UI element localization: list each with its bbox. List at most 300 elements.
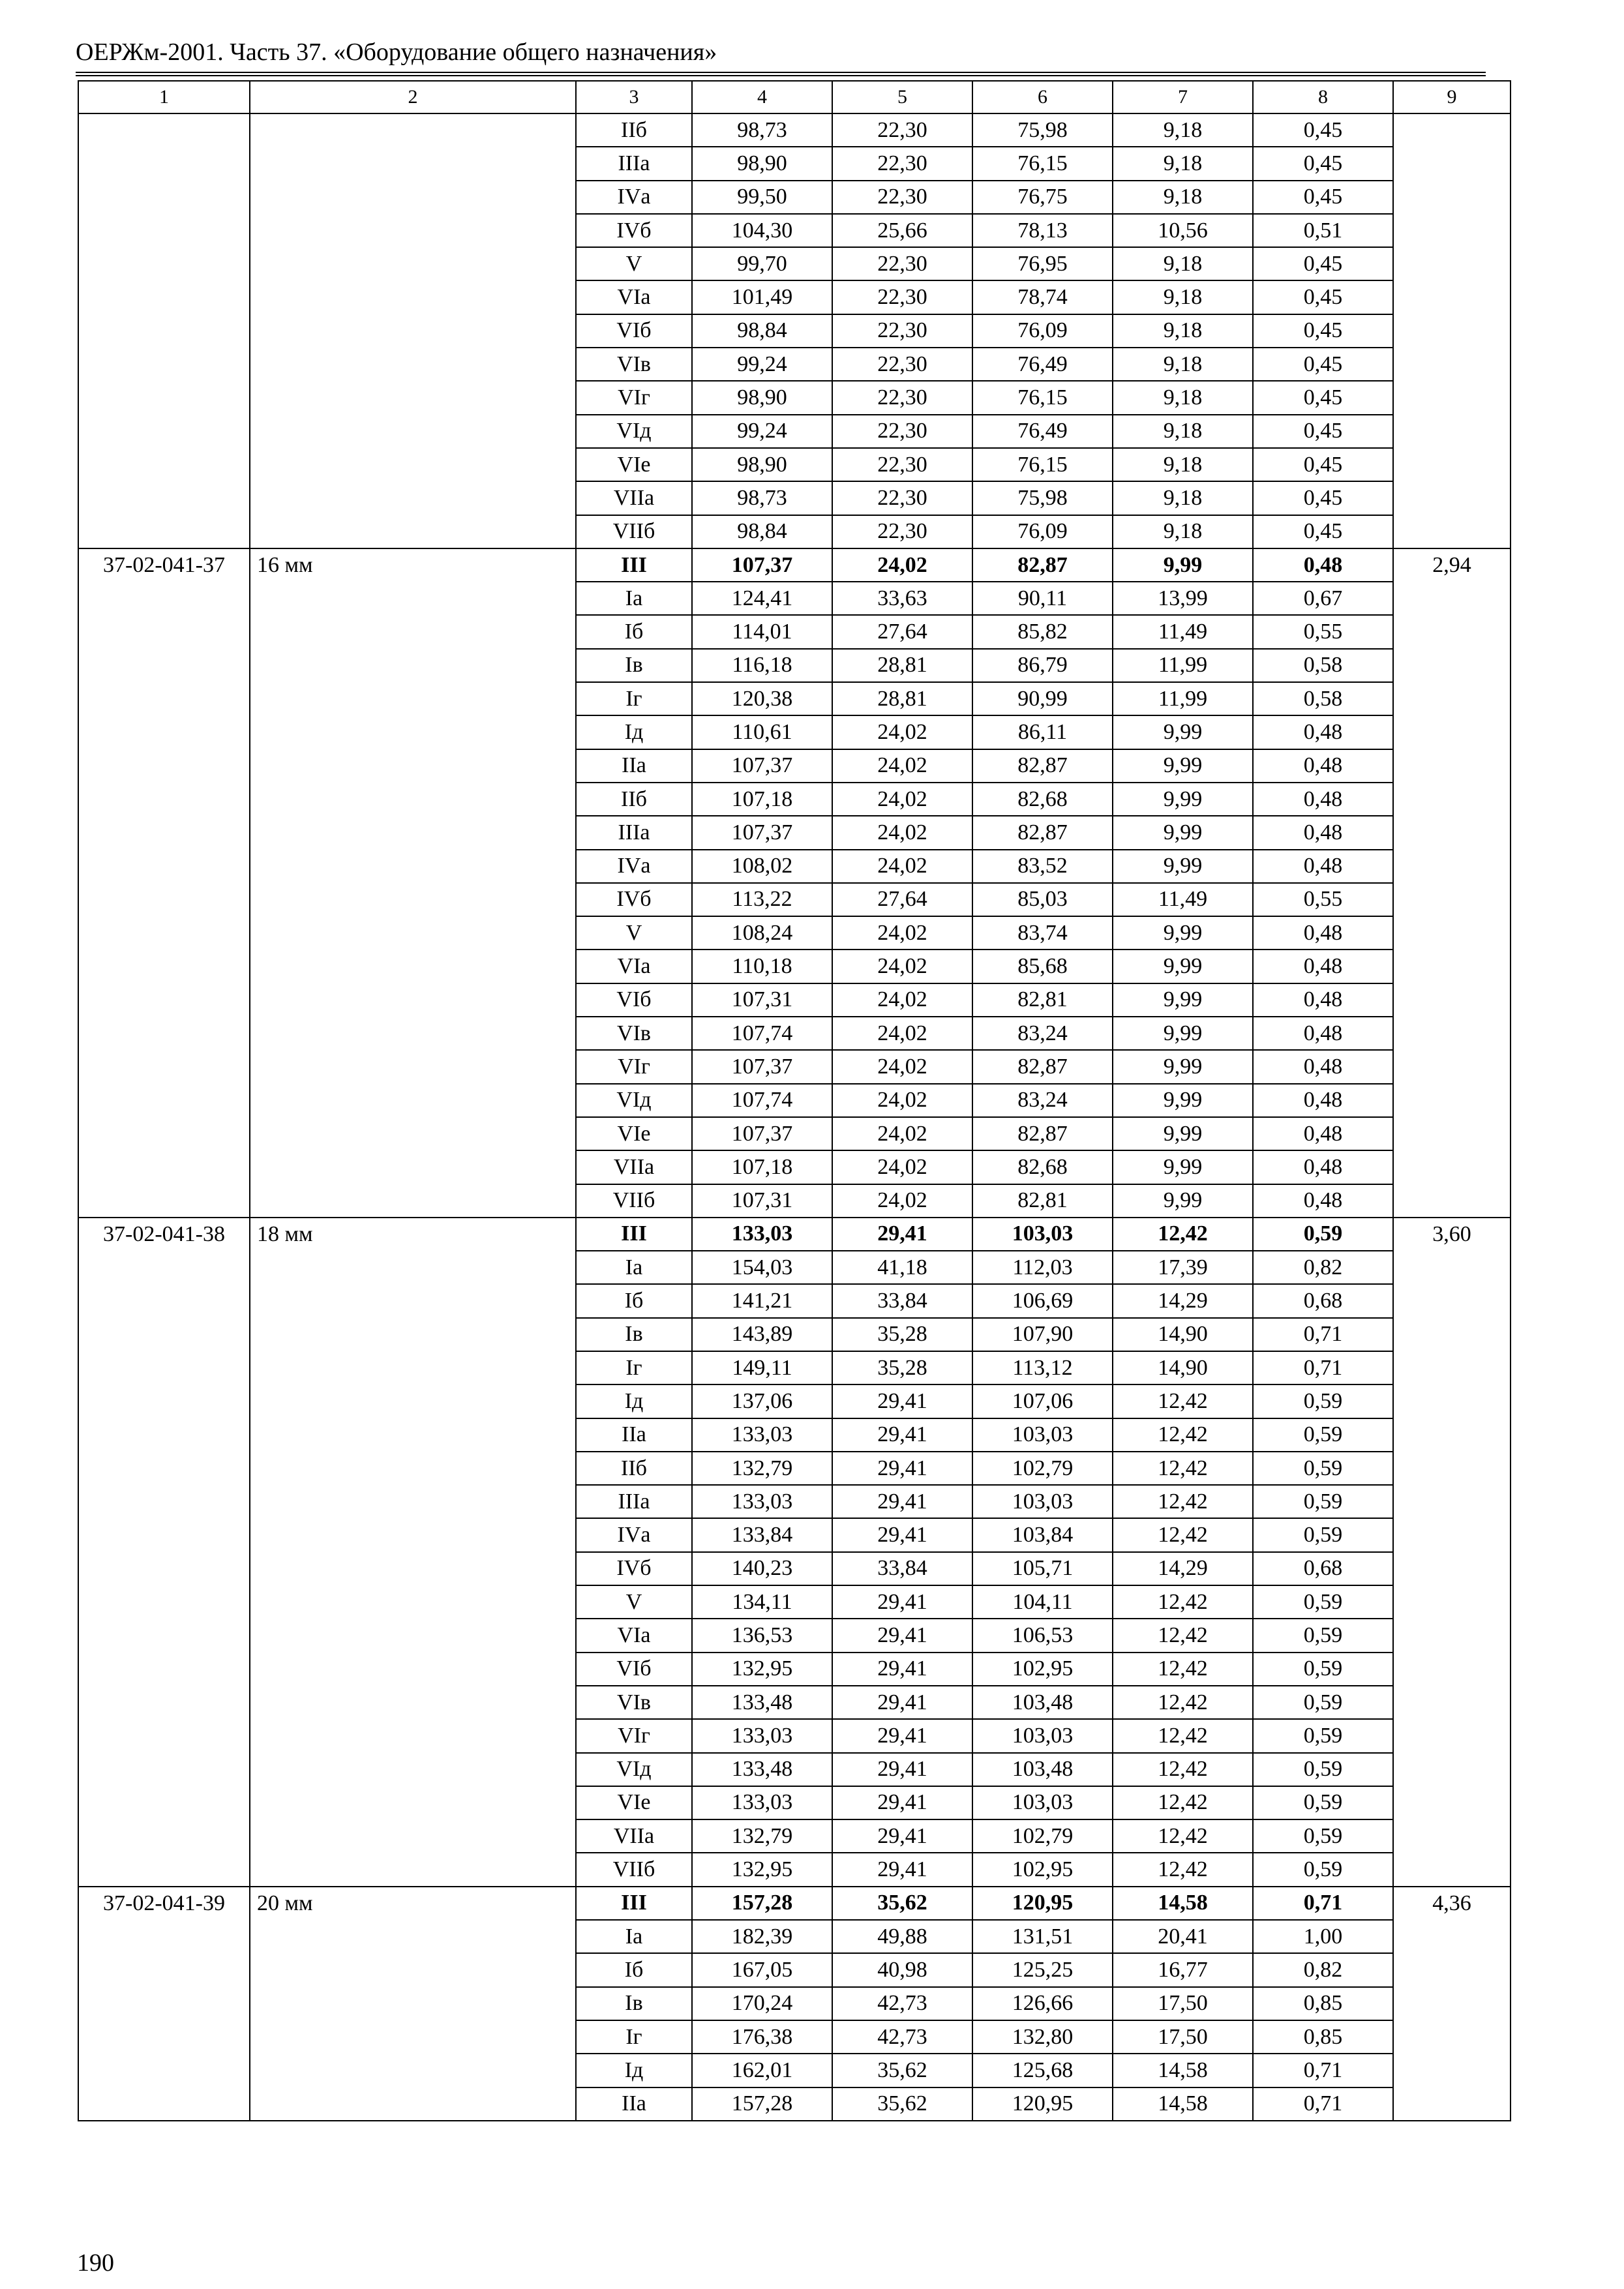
zone-cell: VIа	[576, 1619, 692, 1652]
value-cell: 107,37	[692, 1050, 832, 1083]
value-cell: 29,41	[832, 1518, 972, 1551]
value-cell: 24,02	[832, 950, 972, 983]
value-cell: 113,12	[972, 1351, 1113, 1384]
value-cell: 14,29	[1113, 1552, 1253, 1585]
value-cell: 9,18	[1113, 113, 1253, 147]
value-cell: 0,45	[1253, 280, 1393, 314]
value-cell: 107,18	[692, 1150, 832, 1184]
zone-cell: Iд	[576, 1384, 692, 1418]
value-cell: 90,11	[972, 582, 1113, 615]
value-cell: 0,59	[1253, 1518, 1393, 1551]
value-cell: 29,41	[832, 1619, 972, 1652]
value-cell: 0,45	[1253, 147, 1393, 180]
value-cell: 133,03	[692, 1418, 832, 1452]
value-cell: 14,90	[1113, 1351, 1253, 1384]
zone-cell: Iд	[576, 2054, 692, 2087]
value-cell: 86,11	[972, 715, 1113, 749]
value-cell: 83,52	[972, 850, 1113, 883]
value-cell: 33,84	[832, 1284, 972, 1317]
value-cell: 9,18	[1113, 448, 1253, 481]
column-number-cell: 8	[1253, 81, 1393, 113]
value-cell: 132,79	[692, 1452, 832, 1485]
value-cell: 103,03	[972, 1218, 1113, 1251]
value-cell: 82,87	[972, 816, 1113, 849]
column-number-cell: 6	[972, 81, 1113, 113]
value-cell: 14,58	[1113, 1887, 1253, 1920]
column-number-cell: 9	[1393, 81, 1511, 113]
value-cell: 29,41	[832, 1418, 972, 1452]
value-cell: 22,30	[832, 448, 972, 481]
value-cell: 82,81	[972, 1184, 1113, 1218]
value-cell: 16,77	[1113, 1953, 1253, 1986]
value-cell: 9,99	[1113, 749, 1253, 783]
value-cell: 102,95	[972, 1853, 1113, 1886]
zone-cell: VIг	[576, 1719, 692, 1752]
value-cell: 9,18	[1113, 381, 1253, 414]
zone-cell: IIа	[576, 749, 692, 783]
value-cell: 24,02	[832, 816, 972, 849]
value-cell: 33,84	[832, 1552, 972, 1585]
value-cell: 103,03	[972, 1719, 1113, 1752]
zone-cell: Iг	[576, 1351, 692, 1384]
value-cell: 98,73	[692, 481, 832, 515]
value-cell: 24,02	[832, 1017, 972, 1050]
value-cell: 103,48	[972, 1686, 1113, 1719]
zone-cell: IVб	[576, 214, 692, 247]
value-cell: 42,73	[832, 1987, 972, 2020]
value-cell: 0,67	[1253, 582, 1393, 615]
value-cell: 0,59	[1253, 1819, 1393, 1853]
value-cell: 9,18	[1113, 481, 1253, 515]
value-cell: 9,99	[1113, 916, 1253, 950]
value-cell: 12,42	[1113, 1218, 1253, 1251]
value-cell: 0,82	[1253, 1251, 1393, 1284]
value-cell: 78,74	[972, 280, 1113, 314]
zone-cell: VIд	[576, 415, 692, 448]
value-cell: 75,98	[972, 481, 1113, 515]
table-row	[78, 1218, 1511, 1251]
value-cell: 140,23	[692, 1552, 832, 1585]
value-cell: 29,41	[832, 1753, 972, 1786]
value-cell: 82,68	[972, 783, 1113, 816]
materials-cell: 3,60	[1393, 1218, 1511, 1887]
value-cell: 35,28	[832, 1351, 972, 1384]
value-cell: 0,51	[1253, 214, 1393, 247]
value-cell: 107,18	[692, 783, 832, 816]
column-number-cell: 4	[692, 81, 832, 113]
value-cell: 82,87	[972, 1117, 1113, 1150]
zone-cell: IIIа	[576, 147, 692, 180]
value-cell: 9,99	[1113, 715, 1253, 749]
value-cell: 0,71	[1253, 2087, 1393, 2121]
value-cell: 22,30	[832, 314, 972, 348]
value-cell: 0,48	[1253, 749, 1393, 783]
value-cell: 9,99	[1113, 1184, 1253, 1218]
value-cell: 22,30	[832, 113, 972, 147]
value-cell: 107,37	[692, 1117, 832, 1150]
zone-cell: IIа	[576, 2087, 692, 2121]
value-cell: 0,48	[1253, 816, 1393, 849]
value-cell: 131,51	[972, 1920, 1113, 1953]
value-cell: 106,53	[972, 1619, 1113, 1652]
value-cell: 24,02	[832, 850, 972, 883]
value-cell: 0,71	[1253, 2054, 1393, 2087]
value-cell: 132,79	[692, 1819, 832, 1853]
value-cell: 12,42	[1113, 1418, 1253, 1452]
value-cell: 9,99	[1113, 816, 1253, 849]
value-cell: 0,59	[1253, 1719, 1393, 1752]
value-cell: 0,85	[1253, 1987, 1393, 2020]
rate-code-cell: 37-02-041-39	[78, 1887, 250, 2121]
value-cell: 9,18	[1113, 314, 1253, 348]
value-cell: 99,50	[692, 181, 832, 214]
zone-cell: VIб	[576, 983, 692, 1017]
value-cell: 29,41	[832, 1218, 972, 1251]
value-cell: 182,39	[692, 1920, 832, 1953]
zone-cell: V	[576, 1585, 692, 1619]
zone-cell: III	[576, 548, 692, 582]
zone-cell: V	[576, 916, 692, 950]
zone-cell: Iд	[576, 715, 692, 749]
value-cell: 11,99	[1113, 649, 1253, 682]
rate-code-cell: 37-02-041-38	[78, 1218, 250, 1887]
zone-cell: IIб	[576, 1452, 692, 1485]
value-cell: 107,37	[692, 749, 832, 783]
value-cell: 120,95	[972, 2087, 1113, 2121]
value-cell: 0,59	[1253, 1384, 1393, 1418]
value-cell: 0,48	[1253, 916, 1393, 950]
value-cell: 41,18	[832, 1251, 972, 1284]
value-cell: 132,95	[692, 1653, 832, 1686]
value-cell: 125,68	[972, 2054, 1113, 2087]
value-cell: 29,41	[832, 1384, 972, 1418]
value-cell: 28,81	[832, 682, 972, 715]
column-number-cell: 2	[250, 81, 576, 113]
value-cell: 12,42	[1113, 1485, 1253, 1518]
value-cell: 85,03	[972, 883, 1113, 916]
value-cell: 157,28	[692, 2087, 832, 2121]
value-cell: 24,02	[832, 916, 972, 950]
value-cell: 103,48	[972, 1753, 1113, 1786]
value-cell: 103,03	[972, 1485, 1113, 1518]
value-cell: 76,15	[972, 381, 1113, 414]
value-cell: 0,68	[1253, 1284, 1393, 1317]
value-cell: 9,99	[1113, 548, 1253, 582]
value-cell: 13,99	[1113, 582, 1253, 615]
value-cell: 132,95	[692, 1853, 832, 1886]
value-cell: 85,68	[972, 950, 1113, 983]
zone-cell: IIIа	[576, 816, 692, 849]
value-cell: 22,30	[832, 515, 972, 548]
value-cell: 22,30	[832, 181, 972, 214]
value-cell: 133,48	[692, 1753, 832, 1786]
value-cell: 0,55	[1253, 615, 1393, 648]
value-cell: 107,74	[692, 1017, 832, 1050]
value-cell: 9,99	[1113, 783, 1253, 816]
value-cell: 102,79	[972, 1452, 1113, 1485]
value-cell: 22,30	[832, 415, 972, 448]
value-cell: 24,02	[832, 715, 972, 749]
value-cell: 42,73	[832, 2020, 972, 2054]
zone-cell: VIг	[576, 381, 692, 414]
value-cell: 108,24	[692, 916, 832, 950]
value-cell: 12,42	[1113, 1585, 1253, 1619]
zone-cell: IVа	[576, 850, 692, 883]
value-cell: 0,58	[1253, 682, 1393, 715]
value-cell: 12,42	[1113, 1518, 1253, 1551]
value-cell: 0,48	[1253, 1150, 1393, 1184]
value-cell: 0,48	[1253, 1184, 1393, 1218]
value-cell: 12,42	[1113, 1819, 1253, 1853]
value-cell: 14,58	[1113, 2054, 1253, 2087]
value-cell: 0,45	[1253, 481, 1393, 515]
value-cell: 136,53	[692, 1619, 832, 1652]
value-cell: 108,02	[692, 850, 832, 883]
zone-cell: VIг	[576, 1050, 692, 1083]
value-cell: 0,71	[1253, 1318, 1393, 1351]
value-cell: 14,90	[1113, 1318, 1253, 1351]
value-cell: 0,82	[1253, 1953, 1393, 1986]
value-cell: 11,49	[1113, 883, 1253, 916]
value-cell: 27,64	[832, 615, 972, 648]
page-number: 190	[77, 2249, 114, 2277]
zone-cell: Iг	[576, 2020, 692, 2054]
value-cell: 9,99	[1113, 1117, 1253, 1150]
value-cell: 75,98	[972, 113, 1113, 147]
value-cell: 107,74	[692, 1084, 832, 1117]
value-cell: 114,01	[692, 615, 832, 648]
value-cell: 0,45	[1253, 314, 1393, 348]
value-cell: 86,79	[972, 649, 1113, 682]
header-divider	[76, 72, 1486, 76]
page-header-title: ОЕРЖм-2001. Часть 37. «Оборудование общего назначения»	[76, 38, 717, 66]
zone-cell: IIб	[576, 783, 692, 816]
value-cell: 14,29	[1113, 1284, 1253, 1317]
value-cell: 99,24	[692, 415, 832, 448]
value-cell: 133,03	[692, 1786, 832, 1819]
zone-cell: VIIа	[576, 1150, 692, 1184]
value-cell: 24,02	[832, 548, 972, 582]
value-cell: 107,31	[692, 1184, 832, 1218]
table-row	[78, 113, 1511, 147]
zone-cell: IVб	[576, 883, 692, 916]
value-cell: 9,18	[1113, 515, 1253, 548]
table-body	[78, 81, 1511, 2121]
value-cell: 113,22	[692, 883, 832, 916]
value-cell: 29,41	[832, 1719, 972, 1752]
value-cell: 24,02	[832, 1050, 972, 1083]
value-cell: 0,59	[1253, 1653, 1393, 1686]
value-cell: 124,41	[692, 582, 832, 615]
value-cell: 99,24	[692, 348, 832, 381]
value-cell: 24,02	[832, 1084, 972, 1117]
value-cell: 76,95	[972, 247, 1113, 280]
zone-cell: V	[576, 247, 692, 280]
value-cell: 133,03	[692, 1485, 832, 1518]
value-cell: 22,30	[832, 280, 972, 314]
value-cell: 0,59	[1253, 1485, 1393, 1518]
value-cell: 76,15	[972, 147, 1113, 180]
value-cell: 0,59	[1253, 1619, 1393, 1652]
value-cell: 0,45	[1253, 348, 1393, 381]
value-cell: 126,66	[972, 1987, 1113, 2020]
zone-cell: VIIа	[576, 1819, 692, 1853]
value-cell: 143,89	[692, 1318, 832, 1351]
zone-cell: VIе	[576, 448, 692, 481]
value-cell: 0,48	[1253, 1050, 1393, 1083]
value-cell: 0,48	[1253, 850, 1393, 883]
value-cell: 12,42	[1113, 1853, 1253, 1886]
zone-cell: Iг	[576, 682, 692, 715]
column-number-cell: 7	[1113, 81, 1253, 113]
value-cell: 167,05	[692, 1953, 832, 1986]
value-cell: 149,11	[692, 1351, 832, 1384]
value-cell: 132,80	[972, 2020, 1113, 2054]
value-cell: 157,28	[692, 1887, 832, 1920]
value-cell: 76,09	[972, 515, 1113, 548]
value-cell: 0,59	[1253, 1585, 1393, 1619]
zone-cell: Iв	[576, 1987, 692, 2020]
value-cell: 107,37	[692, 548, 832, 582]
value-cell: 85,82	[972, 615, 1113, 648]
materials-cell	[1393, 113, 1511, 548]
value-cell: 82,68	[972, 1150, 1113, 1184]
value-cell: 112,03	[972, 1251, 1113, 1284]
value-cell: 17,50	[1113, 2020, 1253, 2054]
price-table	[78, 80, 1511, 2121]
value-cell: 12,42	[1113, 1452, 1253, 1485]
value-cell: 29,41	[832, 1786, 972, 1819]
value-cell: 76,49	[972, 415, 1113, 448]
value-cell: 82,87	[972, 749, 1113, 783]
zone-cell: Iа	[576, 1920, 692, 1953]
value-cell: 83,24	[972, 1084, 1113, 1117]
value-cell: 0,59	[1253, 1218, 1393, 1251]
value-cell: 35,28	[832, 1318, 972, 1351]
column-number-cell: 3	[576, 81, 692, 113]
value-cell: 11,99	[1113, 682, 1253, 715]
zone-cell: III	[576, 1218, 692, 1251]
column-number-cell: 5	[832, 81, 972, 113]
value-cell: 17,39	[1113, 1251, 1253, 1284]
value-cell: 0,48	[1253, 983, 1393, 1017]
rate-code-cell: 37-02-041-37	[78, 548, 250, 1218]
value-cell: 133,03	[692, 1218, 832, 1251]
value-cell: 104,11	[972, 1585, 1113, 1619]
value-cell: 137,06	[692, 1384, 832, 1418]
value-cell: 11,49	[1113, 615, 1253, 648]
value-cell: 133,48	[692, 1686, 832, 1719]
value-cell: 12,42	[1113, 1753, 1253, 1786]
value-cell: 29,41	[832, 1452, 972, 1485]
zone-cell: VIIб	[576, 515, 692, 548]
value-cell: 9,99	[1113, 850, 1253, 883]
zone-cell: VIе	[576, 1786, 692, 1819]
rate-name-cell: 18 мм	[250, 1218, 576, 1887]
zone-cell: VIе	[576, 1117, 692, 1150]
value-cell: 98,84	[692, 314, 832, 348]
zone-cell: IVа	[576, 181, 692, 214]
value-cell: 29,41	[832, 1819, 972, 1853]
value-cell: 0,71	[1253, 1351, 1393, 1384]
value-cell: 9,18	[1113, 348, 1253, 381]
value-cell: 9,18	[1113, 280, 1253, 314]
value-cell: 33,63	[832, 582, 972, 615]
value-cell: 12,42	[1113, 1384, 1253, 1418]
value-cell: 105,71	[972, 1552, 1113, 1585]
value-cell: 0,48	[1253, 783, 1393, 816]
zone-cell: Iб	[576, 615, 692, 648]
value-cell: 12,42	[1113, 1686, 1253, 1719]
value-cell: 24,02	[832, 983, 972, 1017]
value-cell: 102,95	[972, 1653, 1113, 1686]
zone-cell: Iа	[576, 582, 692, 615]
value-cell: 0,45	[1253, 448, 1393, 481]
zone-cell: IIб	[576, 113, 692, 147]
value-cell: 29,41	[832, 1686, 972, 1719]
value-cell: 110,61	[692, 715, 832, 749]
value-cell: 49,88	[832, 1920, 972, 1953]
value-cell: 0,48	[1253, 950, 1393, 983]
value-cell: 103,03	[972, 1786, 1113, 1819]
value-cell: 0,85	[1253, 2020, 1393, 2054]
zone-cell: Iб	[576, 1284, 692, 1317]
value-cell: 0,59	[1253, 1753, 1393, 1786]
column-number-cell: 1	[78, 81, 250, 113]
zone-cell: III	[576, 1887, 692, 1920]
value-cell: 9,99	[1113, 1084, 1253, 1117]
value-cell: 9,99	[1113, 1050, 1253, 1083]
value-cell: 0,45	[1253, 247, 1393, 280]
zone-cell: VIв	[576, 348, 692, 381]
value-cell: 120,95	[972, 1887, 1113, 1920]
value-cell: 76,15	[972, 448, 1113, 481]
zone-cell: VIб	[576, 314, 692, 348]
zone-cell: VIа	[576, 950, 692, 983]
value-cell: 141,21	[692, 1284, 832, 1317]
value-cell: 10,56	[1113, 214, 1253, 247]
value-cell: 1,00	[1253, 1920, 1393, 1953]
zone-cell: IIIа	[576, 1485, 692, 1518]
value-cell: 9,99	[1113, 983, 1253, 1017]
value-cell: 35,62	[832, 2054, 972, 2087]
value-cell: 90,99	[972, 682, 1113, 715]
zone-cell: VIв	[576, 1686, 692, 1719]
value-cell: 0,48	[1253, 1017, 1393, 1050]
rate-code-cell	[78, 113, 250, 548]
value-cell: 154,03	[692, 1251, 832, 1284]
zone-cell: Iв	[576, 1318, 692, 1351]
zone-cell: VIд	[576, 1753, 692, 1786]
value-cell: 120,38	[692, 682, 832, 715]
value-cell: 40,98	[832, 1953, 972, 1986]
rate-name-cell: 20 мм	[250, 1887, 576, 2121]
value-cell: 82,87	[972, 1050, 1113, 1083]
value-cell: 104,30	[692, 214, 832, 247]
value-cell: 24,02	[832, 783, 972, 816]
value-cell: 0,59	[1253, 1786, 1393, 1819]
column-number-row	[78, 81, 1511, 113]
value-cell: 0,58	[1253, 649, 1393, 682]
value-cell: 103,03	[972, 1418, 1113, 1452]
value-cell: 78,13	[972, 214, 1113, 247]
value-cell: 29,41	[832, 1585, 972, 1619]
value-cell: 22,30	[832, 481, 972, 515]
value-cell: 76,09	[972, 314, 1113, 348]
value-cell: 22,30	[832, 348, 972, 381]
value-cell: 125,25	[972, 1953, 1113, 1986]
zone-cell: Iб	[576, 1953, 692, 1986]
